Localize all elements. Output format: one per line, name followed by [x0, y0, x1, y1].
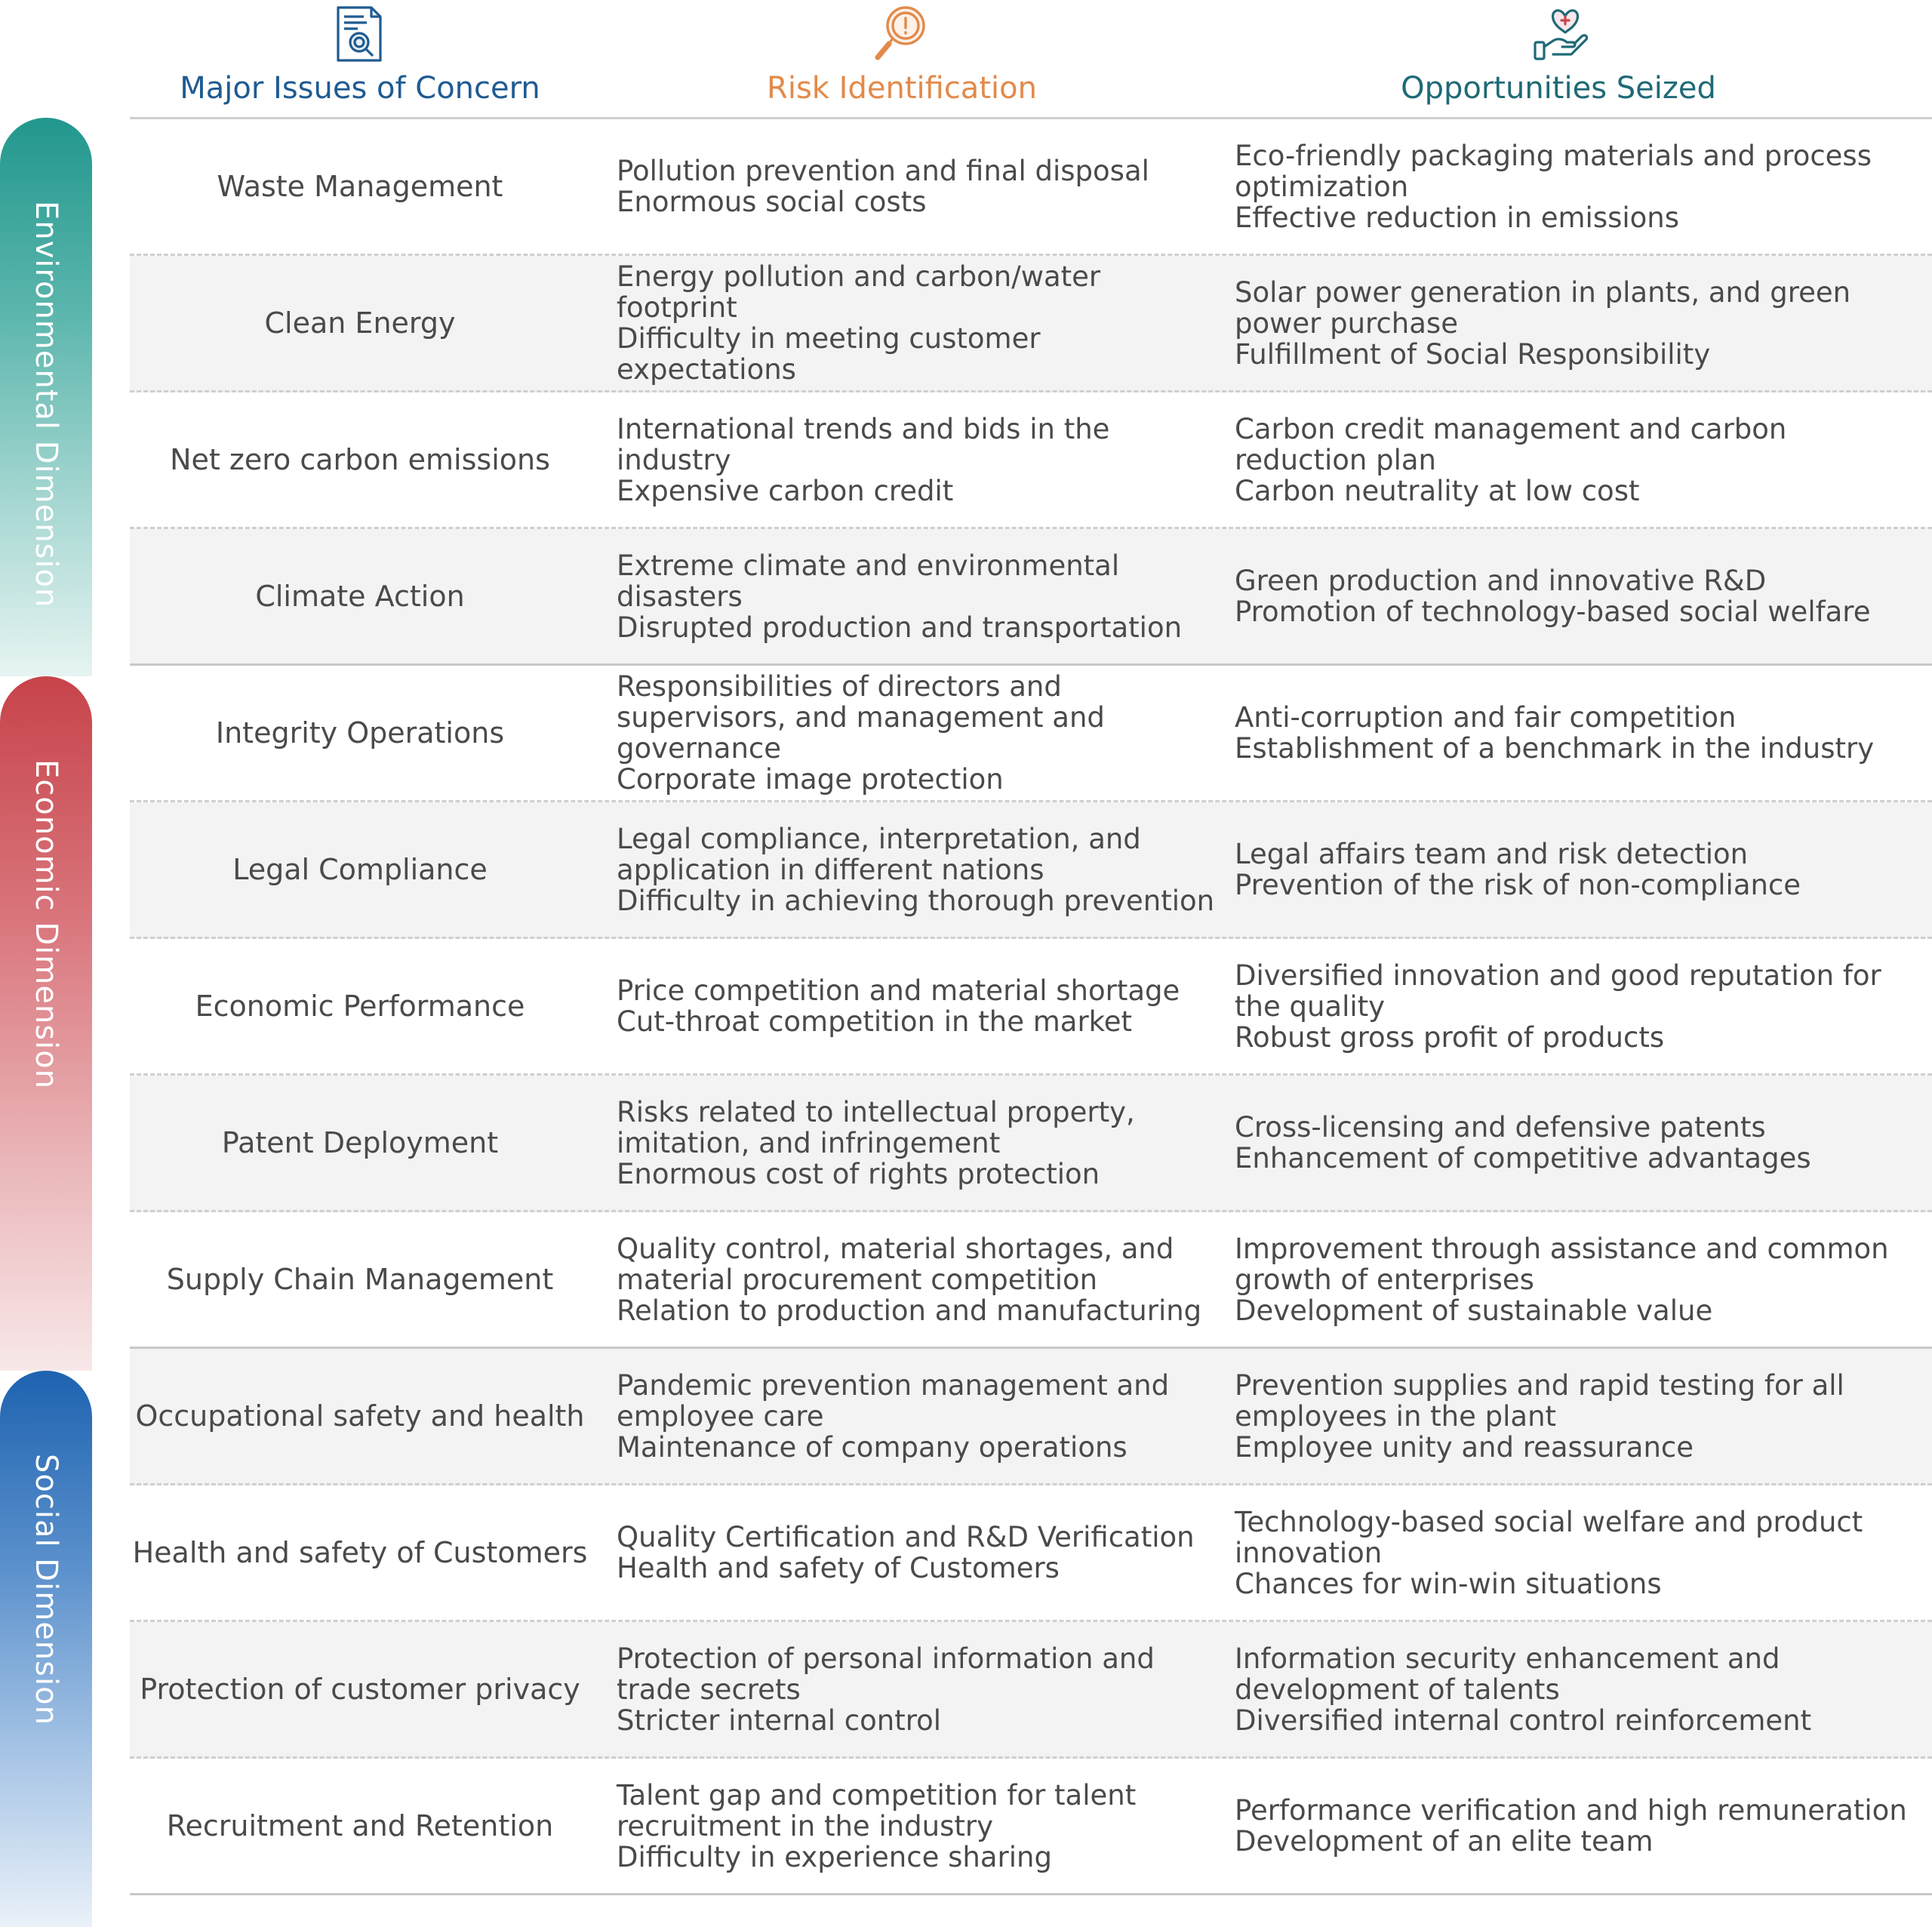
opportunity-line: Prevention supplies and rapid testing for all [1235, 1368, 1844, 1402]
opportunity-cell [1235, 140, 1914, 233]
opportunity-line: growth of enterprises [1235, 1263, 1534, 1296]
header-opportunities-title: Opportunities Seized [1401, 71, 1716, 106]
risk-line: International trends and bids in the [617, 412, 1110, 445]
table-row [130, 802, 1932, 939]
issue-cell: Recruitment and Retention [166, 1809, 554, 1842]
document-search-icon [328, 0, 392, 65]
hand-heart-icon [1526, 0, 1591, 65]
opportunity-line: Anti-corruption and fair competition [1235, 701, 1737, 734]
risk-line: imitation, and infringement [617, 1126, 1001, 1159]
opportunity-line: Improvement through assistance and common [1235, 1232, 1889, 1265]
dimension-environmental-label: Environmental Dimension [29, 201, 63, 608]
issue-cell: Occupational safety and health [135, 1399, 585, 1433]
issue-cell: Net zero carbon emissions [170, 443, 550, 476]
opportunity-line: Green production and innovative R&D [1235, 565, 1767, 597]
opportunity-cell [1235, 839, 1914, 900]
risk-line: Maintenance of company operations [617, 1430, 1128, 1464]
opportunity-line: Legal affairs team and risk detection [1235, 838, 1749, 870]
issue-cell: Health and safety of Customers [132, 1536, 588, 1569]
risk-line: expectations [617, 353, 796, 386]
opportunity-line: reduction plan [1235, 443, 1436, 476]
risk-line: Expensive carbon credit [617, 474, 954, 507]
issues-table [130, 119, 1932, 1895]
opportunity-line: Solar power generation in plants, and green [1235, 276, 1851, 309]
table-row [130, 1622, 1932, 1759]
risk-line: Quality control, material shortages, and [617, 1232, 1174, 1265]
risk-line: Risks related to intellectual property, [617, 1095, 1135, 1128]
risk-line: Pollution prevention and final disposal [617, 155, 1149, 187]
risk-cell [617, 261, 1213, 385]
risk-cell [617, 1522, 1213, 1584]
risk-cell [617, 1233, 1213, 1326]
risk-line: Quality Certification and R&D Verification [617, 1521, 1195, 1553]
risk-line: Difficulty in experience sharing [617, 1840, 1052, 1873]
risk-cell [617, 1097, 1213, 1190]
dimension-economic-label: Economic Dimension [29, 759, 63, 1089]
risk-line: Corporate image protection [617, 763, 1004, 796]
opportunity-line: power purchase [1235, 306, 1458, 340]
risk-line: Pandemic prevention management and [617, 1368, 1170, 1402]
risk-cell [617, 414, 1213, 506]
issue-cell: Protection of customer privacy [140, 1673, 580, 1706]
header-opportunities-seized [1208, 0, 1909, 118]
opportunity-line: Carbon neutrality at low cost [1235, 474, 1640, 507]
opportunity-line: optimization [1235, 170, 1409, 203]
risk-line: disasters [617, 580, 743, 613]
table-row [130, 392, 1932, 529]
opportunity-cell [1235, 565, 1914, 627]
risk-line: Difficulty in meeting customer [617, 322, 1041, 355]
opportunity-cell [1235, 1370, 1914, 1463]
table-row [130, 666, 1932, 802]
risk-line: application in different nations [617, 853, 1044, 886]
risk-line: Protection of personal information and [617, 1642, 1155, 1675]
dimension-economic [0, 676, 92, 1371]
opportunity-line: Performance verification and high remuneration [1235, 1794, 1907, 1827]
table-row [130, 529, 1932, 666]
risk-cell [617, 671, 1213, 795]
table-row [130, 939, 1932, 1076]
issue-cell: Waste Management [217, 170, 503, 203]
risk-cell [617, 1370, 1213, 1463]
opportunity-line: Robust gross profit of products [1235, 1020, 1665, 1054]
risk-line: Legal compliance, interpretation, and [617, 822, 1141, 855]
opportunity-line: Diversified internal control reinforcement [1235, 1704, 1812, 1737]
risk-line: Relation to production and manufacturing [617, 1294, 1202, 1327]
opportunity-line: Development of an elite team [1235, 1825, 1654, 1858]
risk-line: footprint [617, 291, 737, 324]
dimension-social [0, 1371, 92, 1927]
risk-line: Enormous cost of rights protection [617, 1157, 1100, 1190]
table-row [130, 1759, 1932, 1895]
opportunity-line: Establishment of a benchmark in the industry [1235, 732, 1875, 765]
header-risk-identification [596, 0, 1208, 118]
risk-line: industry [617, 443, 731, 476]
risk-line: trade secrets [617, 1673, 801, 1706]
table-row [130, 1485, 1932, 1622]
header-risk-title: Risk Identification [767, 71, 1037, 106]
opportunity-line: Effective reduction in emissions [1235, 201, 1680, 234]
opportunity-line: Cross-licensing and defensive patents [1235, 1111, 1766, 1144]
opportunity-line: Employee unity and reassurance [1235, 1430, 1694, 1464]
opportunity-cell [1235, 1795, 1914, 1857]
risk-cell [617, 823, 1213, 916]
opportunity-cell [1235, 1233, 1914, 1326]
opportunity-line: Diversified innovation and good reputation for [1235, 959, 1881, 992]
risk-line: Health and safety of Customers [617, 1552, 1060, 1584]
table-row [130, 119, 1932, 256]
opportunity-line: Eco-friendly packaging materials and process [1235, 139, 1872, 172]
opportunity-line: Carbon credit management and carbon [1235, 412, 1787, 445]
opportunity-cell [1235, 277, 1914, 370]
table-row [130, 256, 1932, 392]
opportunity-line: development of talents [1235, 1673, 1560, 1706]
risk-cell [617, 975, 1213, 1037]
opportunity-line: the quality [1235, 990, 1386, 1023]
opportunity-line: Enhancement of competitive advantages [1235, 1142, 1811, 1174]
risk-line: supervisors, and management and [617, 701, 1105, 734]
risk-line: governance [617, 732, 782, 765]
header-major-title: Major Issues of Concern [180, 71, 540, 106]
opportunity-line: Chances for win-win situations [1235, 1567, 1662, 1600]
dimension-social-label: Social Dimension [29, 1454, 63, 1725]
opportunity-cell [1235, 702, 1914, 764]
magnifier-alert-icon [869, 0, 934, 65]
risk-line: recruitment in the industry [617, 1809, 994, 1842]
issue-cell: Integrity Operations [215, 716, 505, 750]
risk-line: employee care [617, 1399, 824, 1433]
opportunity-line: employees in the plant [1235, 1399, 1557, 1433]
risk-line: Stricter internal control [617, 1704, 942, 1737]
risk-line: Cut-throat competition in the market [617, 1005, 1133, 1038]
risk-line: Extreme climate and environmental [617, 549, 1120, 582]
risk-line: Disrupted production and transportation [617, 611, 1183, 644]
opportunity-cell [1235, 1507, 1914, 1599]
opportunity-cell [1235, 414, 1914, 506]
risk-line: Difficulty in achieving thorough prevention [617, 884, 1215, 917]
risk-cell [617, 155, 1213, 217]
opportunity-line: Development of sustainable value [1235, 1294, 1713, 1327]
risk-line: Talent gap and competition for talent [617, 1778, 1137, 1812]
risk-line: Energy pollution and carbon/water [617, 260, 1101, 293]
opportunity-line: Information security enhancement and [1235, 1642, 1780, 1675]
risk-cell [617, 1643, 1213, 1736]
header-major-issues [130, 0, 590, 118]
opportunity-line: innovation [1235, 1536, 1383, 1569]
risk-line: Price competition and material shortage [617, 974, 1180, 1007]
risk-line: Responsibilities of directors and [617, 670, 1062, 703]
issue-cell: Supply Chain Management [166, 1263, 554, 1296]
opportunity-cell [1235, 960, 1914, 1053]
opportunity-line: Technology-based social welfare and product [1235, 1505, 1863, 1538]
opportunity-cell [1235, 1112, 1914, 1174]
opportunity-line: Fulfillment of Social Responsibility [1235, 337, 1711, 371]
issue-cell: Legal Compliance [232, 853, 488, 886]
risk-cell [617, 1780, 1213, 1873]
table-row [130, 1076, 1932, 1212]
opportunity-line: Prevention of the risk of non-compliance [1235, 869, 1801, 901]
table-row [130, 1349, 1932, 1485]
issue-cell: Patent Deployment [221, 1126, 499, 1159]
risk-cell [617, 550, 1213, 643]
issue-cell: Economic Performance [195, 990, 525, 1023]
dimension-environmental [0, 118, 92, 676]
opportunity-line: Promotion of technology-based social welfare [1235, 596, 1871, 628]
issue-cell: Climate Action [255, 580, 465, 613]
risk-line: Enormous social costs [617, 186, 927, 218]
opportunity-cell [1235, 1643, 1914, 1736]
risk-line: material procurement competition [617, 1263, 1098, 1296]
issue-cell: Clean Energy [264, 306, 456, 340]
table-row [130, 1212, 1932, 1349]
